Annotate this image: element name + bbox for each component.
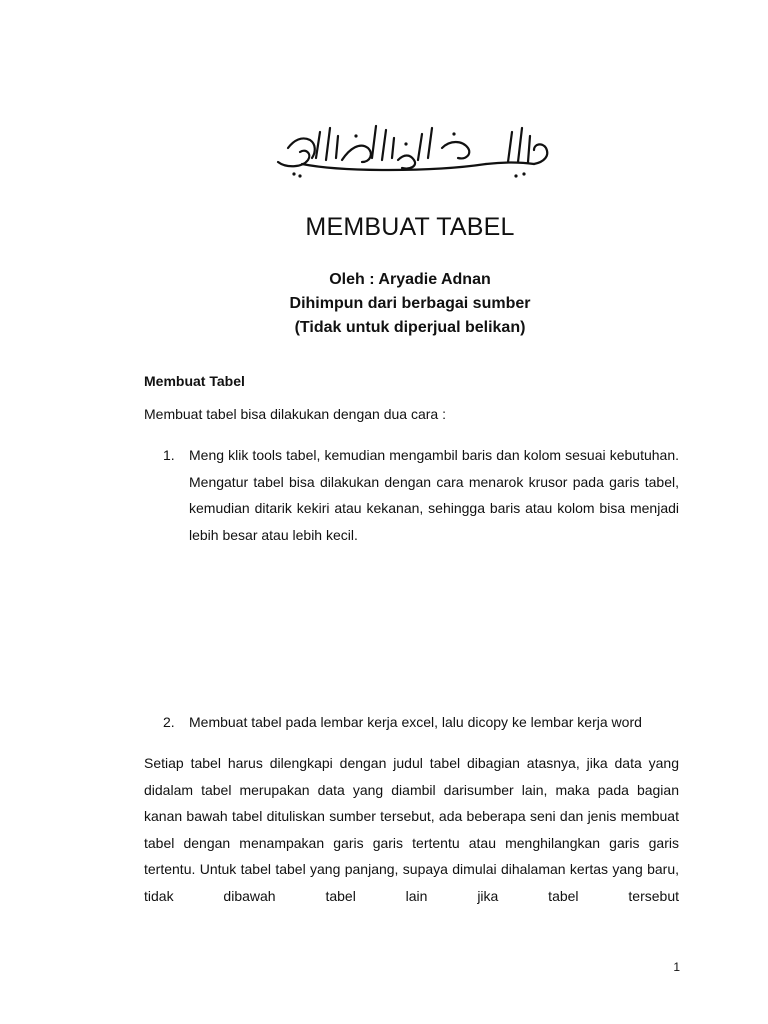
page-number: 1 xyxy=(673,960,680,974)
list-item xyxy=(144,442,679,548)
list-item xyxy=(144,709,679,736)
disclaimer-line: (Tidak untuk diperjual belikan) xyxy=(294,319,526,336)
byline-block xyxy=(0,268,768,340)
section-heading: Membuat Tabel xyxy=(144,373,245,389)
author-line: Oleh : Aryadie Adnan xyxy=(329,271,491,288)
list-item-number: 1. xyxy=(163,447,175,463)
basmala-calligraphy xyxy=(272,118,554,184)
intro-text: Membuat tabel bisa dilakukan dengan dua cara : xyxy=(144,406,446,422)
list-item-text: Membuat tabel pada lembar kerja excel, lalu dicopy ke lembar kerja word xyxy=(189,714,642,730)
document-title: MEMBUAT TABEL xyxy=(305,213,515,241)
source-line: Dihimpun dari berbagai sumber xyxy=(289,295,531,312)
body-paragraph: Setiap tabel harus dilengkapi dengan judul tabel dibagian atasnya, jika data yang didalam tabel merupakan data yang diambil darisumber lain, maka pada bagian kanan bawah tabel dituliskan sumber tersebut, ada beberapa seni dan jenis membuat tabel dengan menampakan garis garis tertentu atau menghilangkan garis garis tertentu. Untuk tabel tabel yang panjang, supaya dimulai dihalaman kertas yang baru, tidak dibawah tabel lain jika tabel tersebut xyxy=(144,755,679,904)
list-item-text: Meng klik tools tabel, kemudian mengambil baris dan kolom sesuai kebutuhan. Mengatur tabel bisa dilakukan dengan cara menarok krusor pada garis tabel, kemudian ditarik kekiri atau kekanan, sehingga baris atau kolom bisa menjadi lebih besar atau lebih kecil. xyxy=(189,447,679,543)
list-item-number: 2. xyxy=(163,714,175,730)
calligraphy-image xyxy=(272,118,554,184)
